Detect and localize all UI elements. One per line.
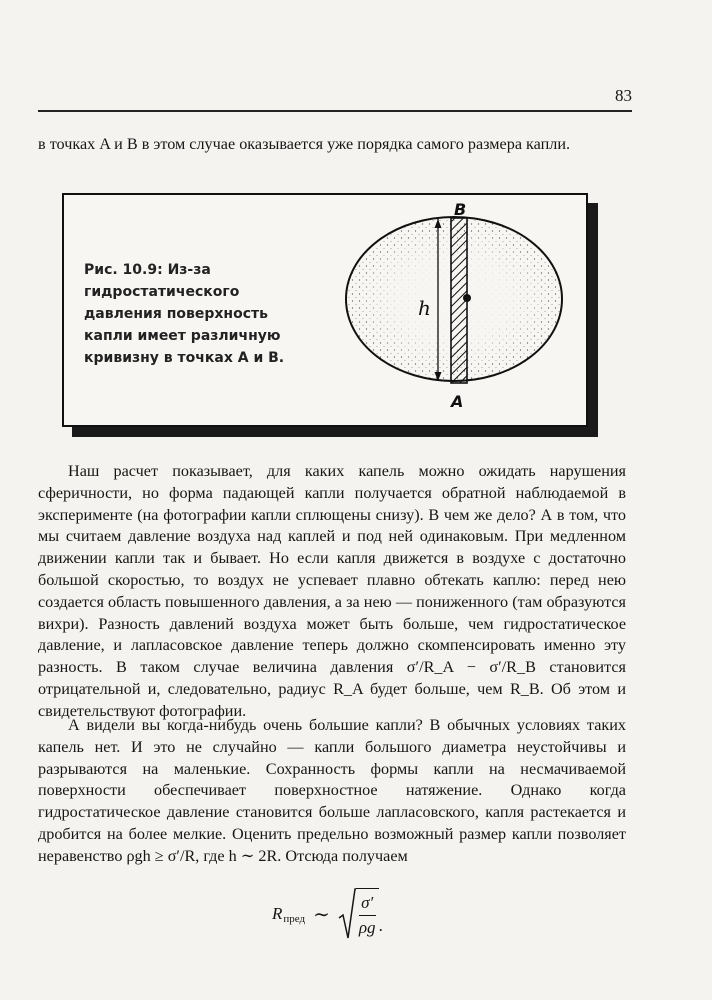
paragraph-2-text: А видели вы когда-нибудь очень большие капли? В обычных условиях таких капель нет. И это не случайно — капли большого диаметра неустойчивы и разрываются на маленькие. Сохранность формы капли на несмачиваемой поверхности обеспечивает поверхностное натяжение. Однако когда гидростатическое давление становится больше лапласовского, капля растекается и дробится на более мелкие. Оценить предельно возможный размер капли позволяет неравенство ρgh ≥ σ′/R, где h ∼ 2R. Отсюда получаем [38,716,626,865]
limit-radius-formula [272,884,383,944]
formula-relation: ∼ [313,903,330,926]
page-number: 83 [615,86,632,105]
formula-lhs: R [272,904,283,923]
label-b: B [454,201,467,219]
radical-sign [338,888,356,940]
drop-diagram [344,201,574,416]
figure-caption: Рис. 10.9: Из-за гидростатического давления поверхность капли имеет различную кривизну в точках A и B. [84,262,285,366]
center-dot [463,294,471,302]
label-a: A [451,392,464,411]
formula-lhs-subscript: пред [283,913,306,925]
intro-paragraph: в точках A и B в этом случае оказывается уже порядка самого размера капли. [38,135,571,153]
paragraph-2 [38,715,626,868]
formula-radicand [356,888,379,940]
paragraph-1-text: Наш расчет показывает, для каких капель можно ожидать нарушения сферичности, но форма падающей капли получается обратной наблюдаемой в эксперименте (на фотографии капли сплющены снизу). В чем же дело? А в том, что мы считаем давление воздуха над каплей и под ней одинаковым. При медленном движении капли так и бывает. Но если капля движется в воздухе с достаточно большой скоростью, то воздух не успевает плавно обтекать каплю: перед нею создается область повышенного давления, а за нею — пониженного (там образуются вихри). Разность давлений воздуха может быть больше, чем гидростатическое давление, и лапласовское давление теперь должно скомпенсировать именно эту разность. В таком случае величина давления σ′/R_A − σ′/R_B становится отрицательной и, следовательно, радиус R_A будет больше, чем R_B. Об этом и свидетельствуют фотографии. [38,462,626,720]
formula-sqrt [338,888,379,940]
formula-period: . [378,916,383,935]
header-rule [38,110,632,112]
paragraph-1 [38,461,626,723]
label-h: h [418,296,431,320]
fraction-bar [359,915,376,916]
formula-numerator: σ′ [361,893,374,912]
formula-denominator: ρg [358,918,376,937]
figure-10-9 [62,193,588,427]
